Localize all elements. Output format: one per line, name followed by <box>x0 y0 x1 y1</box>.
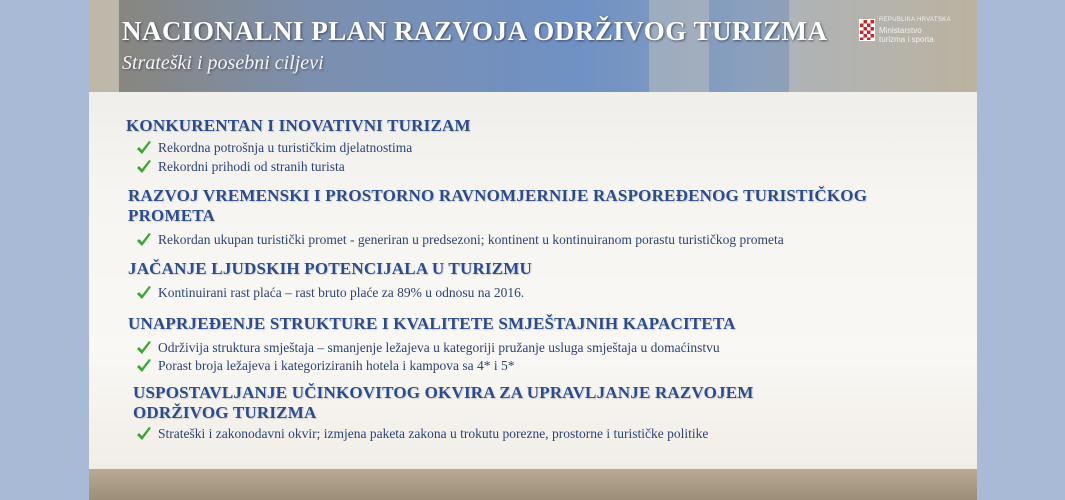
section-title: RAZVOJ VREMENSKI I PROSTORNO RAVNOMJERNIJE RASPOREĐENOG TURISTIČKOG PROMETA <box>128 186 868 225</box>
list-item: Strateški i zakonodavni okvir; izmjena paketa zakona u trokutu porezne, prostorne i turističke politike <box>136 426 708 442</box>
checkmark-icon <box>136 340 152 356</box>
checkmark-icon <box>136 232 152 248</box>
checkmark-icon <box>136 358 152 374</box>
section-title: JAČANJE LJUDSKIH POTENCIJALA U TURIZMU <box>128 259 533 278</box>
list-item: Kontinuirani rast plaća – rast bruto plaće za 89% u odnosu na 2016. <box>136 285 524 301</box>
section-title: KONKURENTAN I INOVATIVNI TURIZAM <box>126 116 471 135</box>
ministry-logo <box>859 16 969 50</box>
checkmark-icon <box>136 426 152 442</box>
slide <box>89 0 977 500</box>
background-column <box>89 0 119 92</box>
checkmark-icon <box>136 285 152 301</box>
checkmark-icon <box>136 159 152 175</box>
slide-title: NACIONALNI PLAN RAZVOJA ODRŽIVOG TURIZMA <box>122 16 828 46</box>
background-floor <box>89 469 977 500</box>
list-item: Rekordan ukupan turistički promet - generiran u predsezoni; kontinent u kontinuiranom porastu turističkog prometa <box>136 232 784 248</box>
list-item: Održivija struktura smještaja – smanjenje ležajeva u kategoriji pružanje usluga smještaja u domaćinstvu <box>136 340 720 356</box>
logo-line: REPUBLIKA HRVATSKA <box>879 17 951 23</box>
coat-of-arms-icon <box>859 19 875 41</box>
logo-line: turizma i sporta <box>879 35 934 44</box>
section-title: USPOSTAVLJANJE UČINKOVITOG OKVIRA ZA UPRAVLJANJE RAZVOJEM ODRŽIVOG TURIZMA <box>133 383 754 422</box>
logo-line: Ministarstvo <box>879 26 922 35</box>
list-item: Rekordna potrošnja u turističkim djelatnostima <box>136 140 412 156</box>
list-item: Rekordni prihodi od stranih turista <box>136 159 345 175</box>
header-banner <box>89 0 977 92</box>
slide-subtitle: Strateški i posebni ciljevi <box>122 52 324 74</box>
section-title: UNAPRJEĐENJE STRUKTURE I KVALITETE SMJEŠTAJNIH KAPACITETA <box>128 314 736 333</box>
checkmark-icon <box>136 140 152 156</box>
list-item: Porast broja ležajeva i kategoriziranih hotela i kampova sa 4* i 5* <box>136 358 515 374</box>
